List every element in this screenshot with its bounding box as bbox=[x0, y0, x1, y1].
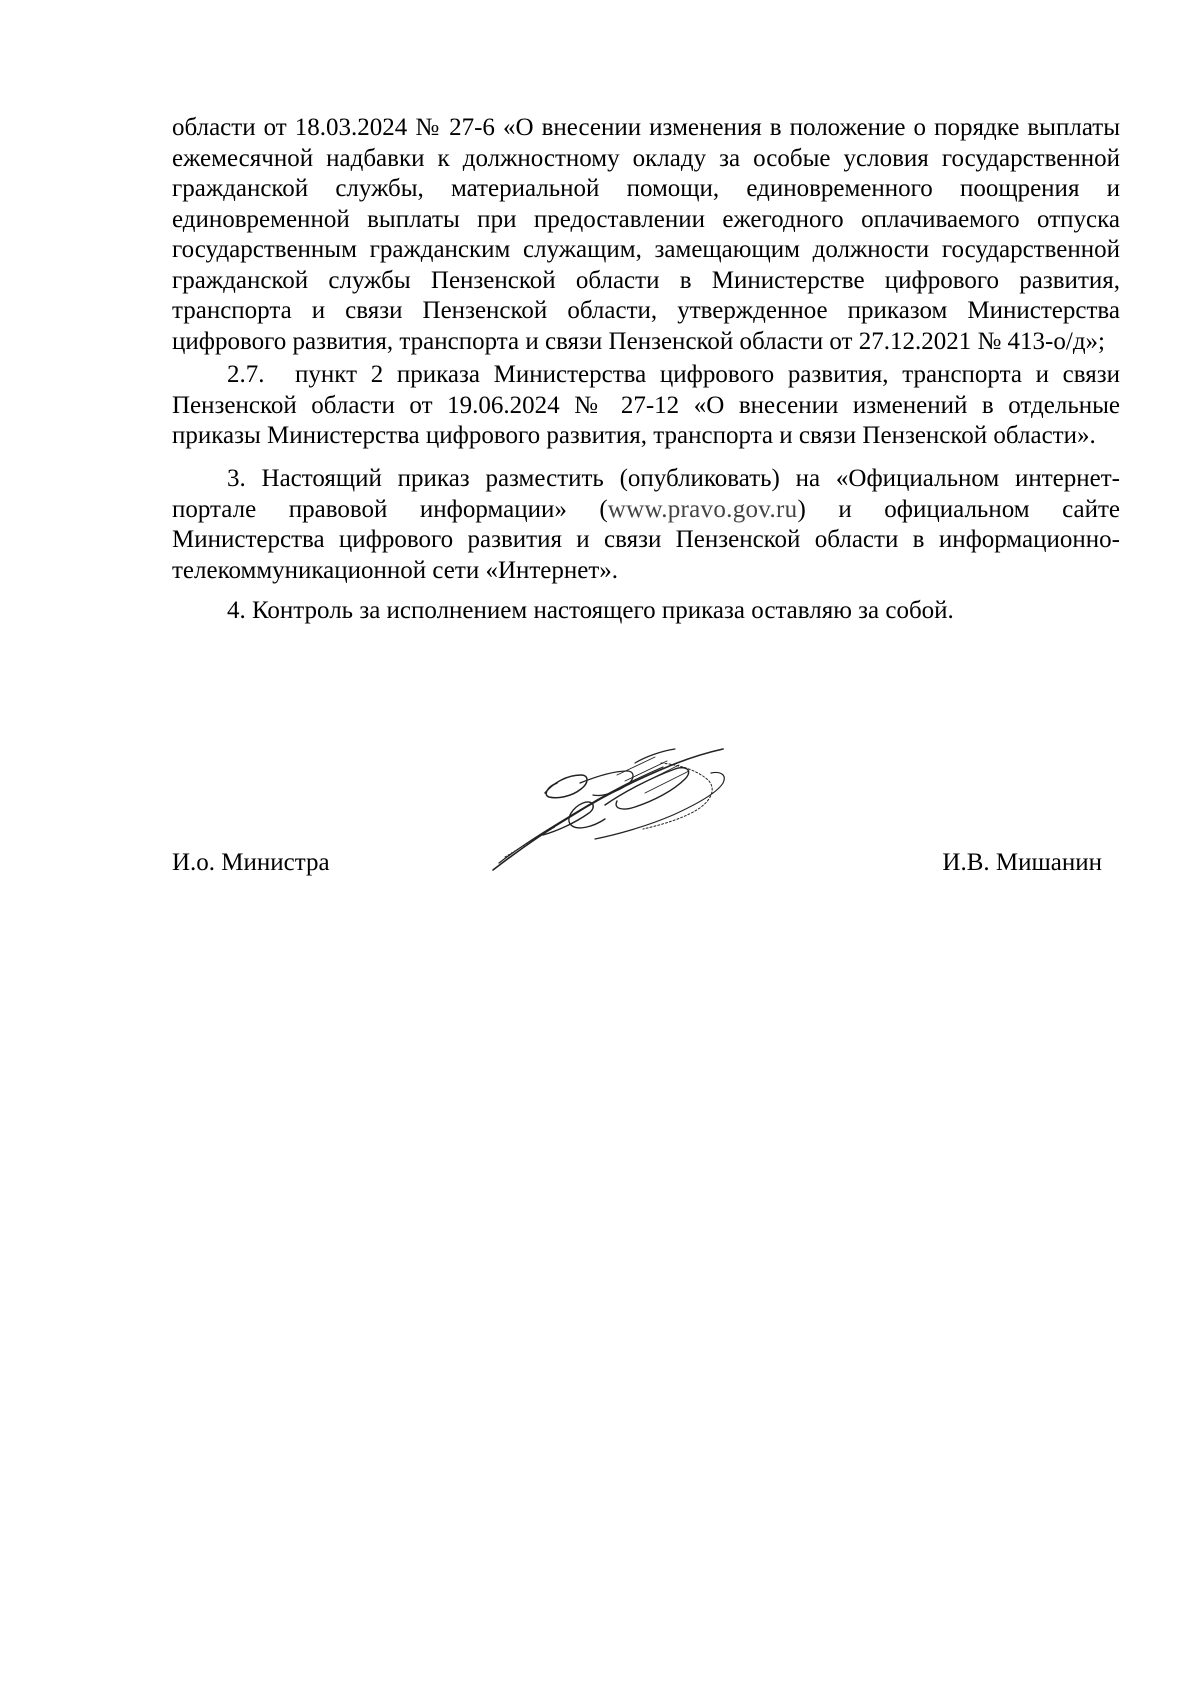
paragraph-item-2-7 bbox=[172, 360, 1120, 452]
signatory-position: И.о. Министра bbox=[172, 849, 330, 876]
paragraph-item-3 bbox=[172, 464, 1120, 586]
item-text-after-url: ) и официальном сайте Министерства цифрового развития и связи Пензенской области в информационно-телекоммуникационной сети «Интернет». bbox=[172, 495, 1120, 584]
item-text: пункт 2 приказа Министерства цифрового развития, транспорта и связи Пензенской области от 19.06.2024 № 27-12 «О внесении изменений в отдельные приказы Министерства цифрового развития, транспорта и связи Пензенской области». bbox=[172, 361, 1120, 449]
item-text-before-url: 3. Настоящий приказ разместить (опубликовать) на «Официальном интернет-портале правовой информации» ( bbox=[172, 465, 1120, 523]
handwritten-signature-icon bbox=[485, 735, 755, 885]
item-number: 2.7. bbox=[227, 361, 265, 388]
paragraph-continuation: области от 18.03.2024 № 27-6 «О внесении изменения в положение о порядке выплаты ежемесячной надбавки к должностному окладу за особые условия государственной гражданской службы, материальной помощи, единовременного поощрения и единовременной выплаты при предоставлении ежегодного оплачиваемого отпуска государственным гражданским служащим, замещающим должности государственной гражданской службы Пензенской области в Министерстве цифрового развития, транспорта и связи Пензенской области, утвержденное приказом Министерства цифрового развития, транспорта и связи Пензенской области от 27.12.2021 № 413-о/д»; bbox=[172, 114, 1120, 355]
signatory-name: И.В. Мишанин bbox=[942, 849, 1102, 876]
paragraph-item-4: 4. Контроль за исполнением настоящего приказа оставляю за собой. bbox=[227, 597, 954, 624]
portal-url-link[interactable]: www.pravo.gov.ru bbox=[607, 495, 798, 523]
